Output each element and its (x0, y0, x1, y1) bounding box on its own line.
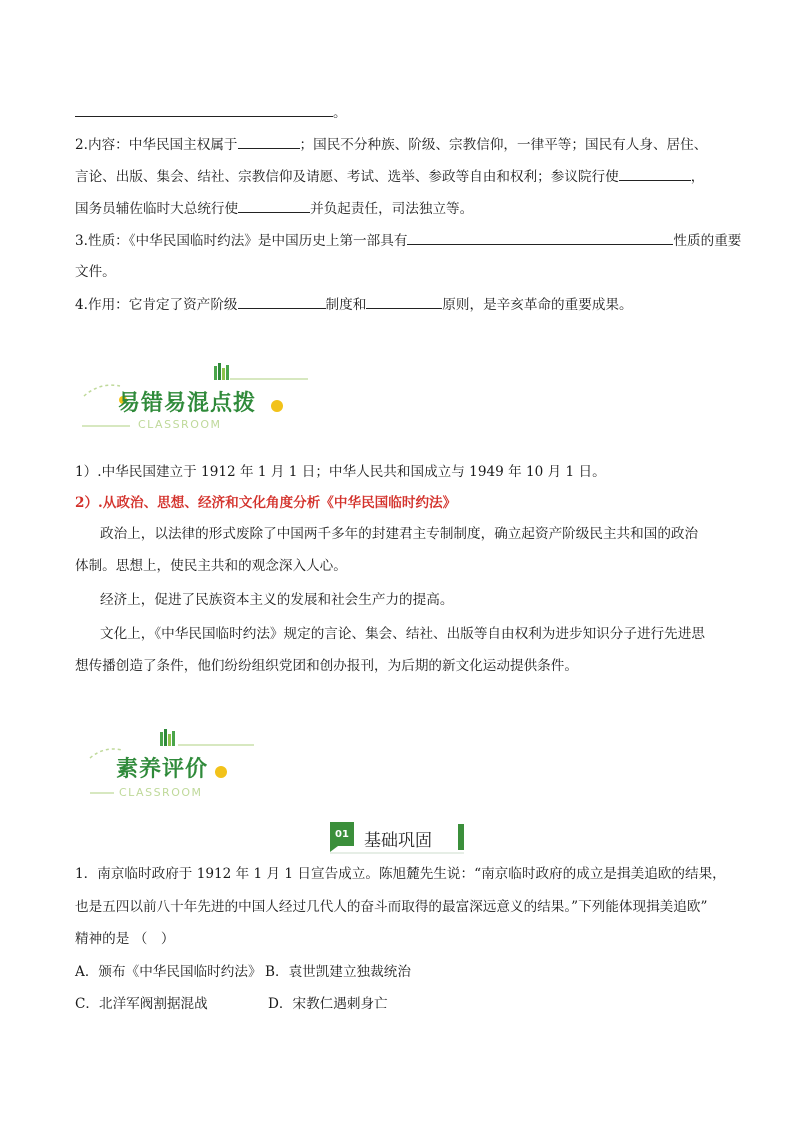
books-icon (160, 728, 176, 746)
tag-number-badge: 01 (330, 822, 354, 846)
item2-line1: 2.内容：中华民国主权属于 ；国民不分种族、阶级、宗教信仰，一律平等；国民有人身、居住、 (75, 134, 707, 155)
item2-line2: 言论、出版、集会、结社、宗教信仰及请愿、考试、选举、参政等自由和权利；参议院行使 ， (75, 166, 704, 187)
section-banner-errors (80, 356, 320, 436)
banner-subtitle: CLASSROOM (138, 418, 222, 431)
question-1-line3: 精神的是 （ ） (75, 931, 175, 947)
item4-line: 4.作用：它肯定了资产阶级 制度和 原则，是辛亥革命的重要成果。 (75, 294, 633, 315)
paragraph-culture-2: 想传播创造了条件，他们纷纷组织党团和创办报刊，为后期的新文化运动提供条件。 (75, 658, 578, 674)
item3-line2: 文件。 (75, 264, 116, 280)
paragraph-culture-1: 文化上，《中华民国临时约法》规定的言论、集会、结社、出版等自由权利为进步知识分子进行先进思 (100, 626, 705, 642)
item3-line1: 3.性质：《中华民国临时约法》是中国历史上第一部具有 性质的重要 (75, 230, 741, 251)
answer-blank (238, 294, 326, 309)
answer-blank (619, 166, 691, 181)
answer-blank (238, 134, 300, 149)
top-fill-line: 。 (75, 102, 347, 123)
paragraph-economy: 经济上，促进了民族资本主义的发展和社会生产力的提高。 (100, 592, 454, 608)
books-icon (214, 362, 230, 380)
point-2-heading: 2）.从政治、思想、经济和文化角度分析《中华民国临时约法》 (75, 495, 457, 511)
tag-bar (458, 824, 464, 850)
banner-title: 易错易混点拨 (118, 391, 257, 416)
answer-blank (407, 230, 673, 245)
answer-blank (366, 294, 442, 309)
yellow-dot-icon (215, 766, 227, 778)
answer-blank (238, 198, 310, 213)
option-d[interactable]: D．宋教仁遇刺身亡 (268, 996, 388, 1012)
banner-subtitle: CLASSROOM (119, 786, 203, 799)
section-banner-assessment (88, 724, 268, 804)
option-a[interactable]: A．颁布《中华民国临时约法》 (75, 964, 262, 980)
section-tag-basics (330, 822, 470, 854)
question-1-line1: 1．南京临时政府于 1912 年 1 月 1 日宣告成立。陈旭麓先生说：“南京临时政府的成立是揖美追欧的结果， (75, 866, 726, 882)
option-b[interactable]: B．袁世凯建立独裁统治 (265, 964, 411, 980)
tag-label: 基础巩固 (364, 831, 432, 851)
item2-line3: 国务员辅佐临时大总统行使 并负起责任，司法独立等。 (75, 198, 473, 219)
yellow-dot-icon (271, 400, 283, 412)
answer-blank (75, 102, 333, 117)
banner-title: 素养评价 (116, 757, 209, 782)
paragraph-politics-1: 政治上，以法律的形式废除了中国两千多年的封建君主专制制度，确立起资产阶级民主共和国的政治 (100, 526, 699, 542)
question-1-line2: 也是五四以前八十年先进的中国人经过几代人的奋斗而取得的最富深远意义的结果。”下列能体现揖美追欧” (75, 899, 708, 915)
tag-underline (330, 852, 464, 854)
option-c[interactable]: C．北洋军阀割据混战 (75, 996, 208, 1012)
paragraph-politics-2: 体制。思想上，使民主共和的观念深入人心。 (75, 558, 347, 574)
point-1: 1）.中华民国建立于 1912 年 1 月 1 日；中华人民共和国成立与 1949 年 10 月 1 日。 (75, 464, 606, 480)
